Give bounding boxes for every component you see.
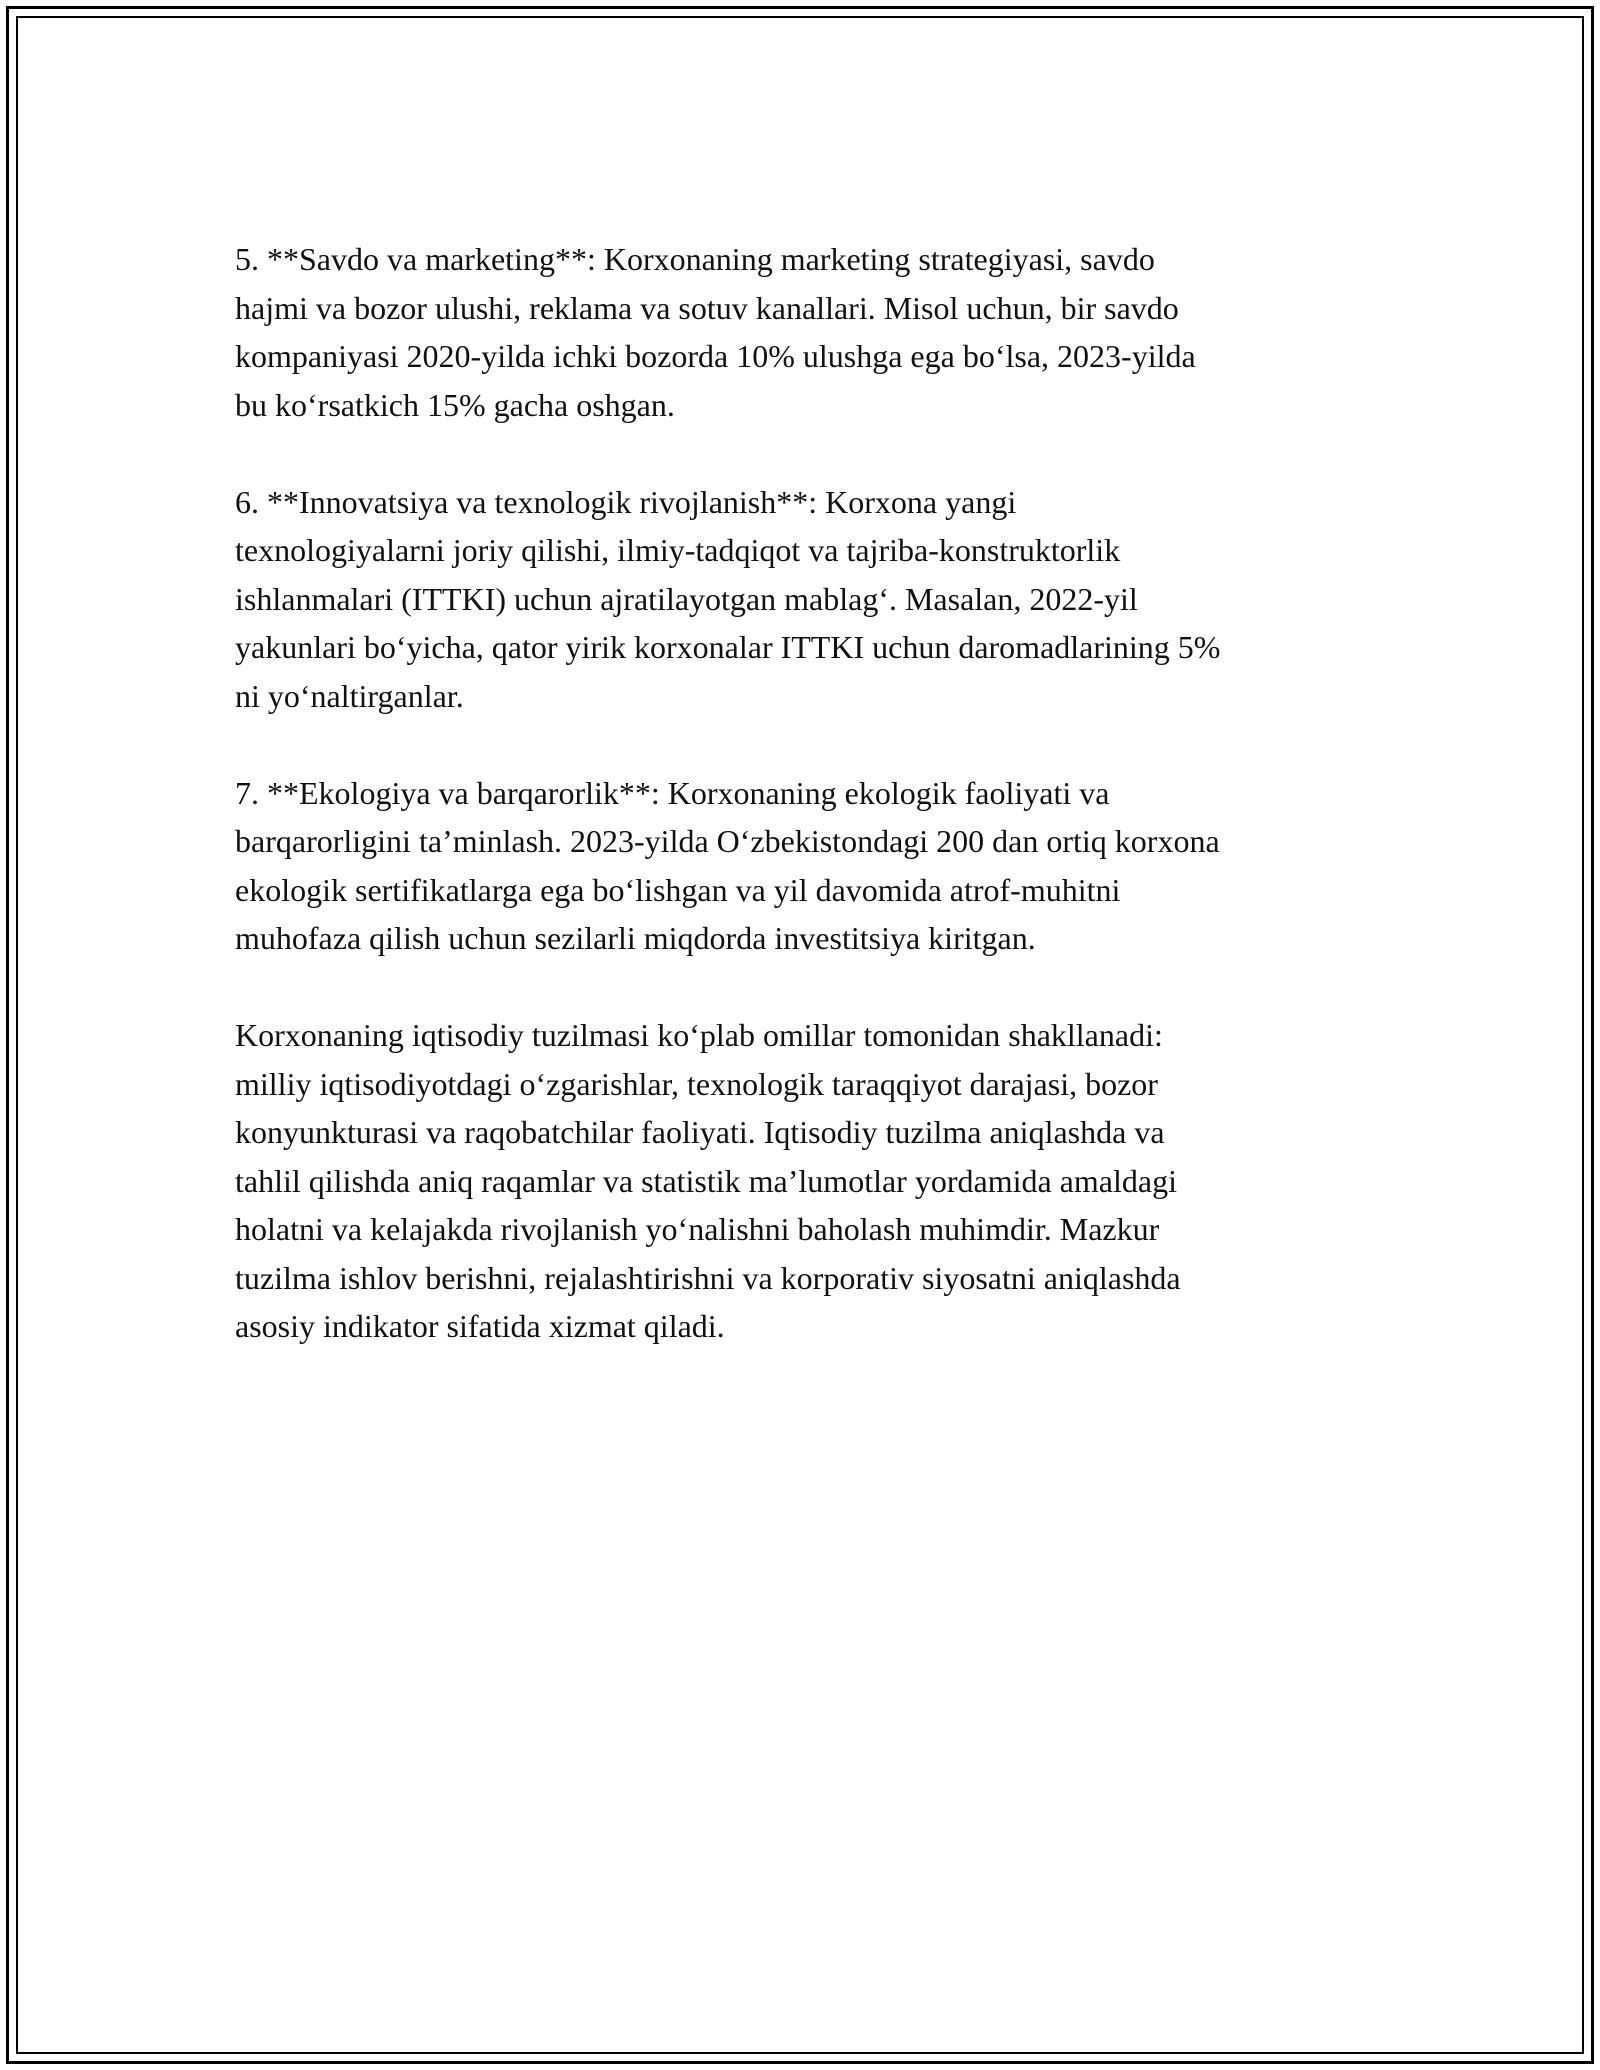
text-line: 6. **Innovatsiya va texnologik rivojlanish**: Korxona yangi (235, 483, 1017, 520)
text-line: tuzilma ishlov berishni, rejalashtirishni va korporativ siyosatni aniqlashda (235, 1259, 1181, 1296)
text-line: barqarorligini ta’minlash. 2023-yilda O‘zbekistondagi 200 dan ortiq korxona (235, 823, 1220, 859)
text-line: asosiy indikator sifatida xizmat qiladi. (235, 1308, 725, 1344)
text-line: ishlanmalari (ITTKI) uchun ajratilayotgan mablag‘. Masalan, 2022-yil (235, 580, 1138, 617)
paragraph-innovatsiya (235, 478, 1375, 721)
text-line: holatni va kelajakda rivojlanish yo‘nalishni baholash muhimdir. Mazkur (235, 1211, 1160, 1247)
text-line: 7. **Ekologiya va barqarorlik**: Korxonaning ekologik faoliyati va (235, 774, 1110, 811)
text-line: hajmi va bozor ulushi, reklama va sotuv kanallari. Misol uchun, bir savdo (235, 289, 1179, 326)
text-line: konyunkturasi va raqobatchilar faoliyati. Iqtisodiy tuzilma aniqlashda va (235, 1114, 1165, 1150)
text-line: milliy iqtisodiyotdagi o‘zgarishlar, texnologik taraqqiyot darajasi, bozor (235, 1065, 1158, 1102)
document-body (235, 235, 1375, 1399)
paragraph-savdo-marketing (235, 235, 1375, 429)
text-line: ni yo‘naltirganlar. (235, 677, 464, 714)
paragraph-ekologiya (235, 769, 1375, 963)
text-line: bu ko‘rsatkich 15% gacha oshgan. (235, 386, 675, 423)
text-line: tahlil qilishda aniq raqamlar va statistik ma’lumotlar yordamida amaldagi (235, 1162, 1177, 1199)
text-line: 5. **Savdo va marketing**: Korxonaning marketing strategiyasi, savdo (235, 241, 1155, 277)
paragraph-conclusion (235, 1011, 1375, 1351)
text-line: muhofaza qilish uchun sezilarli miqdorda investitsiya kiritgan. (235, 920, 1036, 956)
text-line: texnologiyalarni joriy qilishi, ilmiy-tadqiqot va tajriba-konstruktorlik (235, 532, 1121, 568)
text-line: ekologik sertifikatlarga ega bo‘lishgan va yil davomida atrof-muhitni (235, 871, 1121, 908)
text-line: kompaniyasi 2020-yilda ichki bozorda 10% ulushga ega bo‘lsa, 2023-yilda (235, 338, 1196, 374)
text-line: Korxonaning iqtisodiy tuzilmasi ko‘plab omillar tomonidan shakllanadi: (235, 1017, 1163, 1053)
text-line: yakunlari bo‘yicha, qator yirik korxonalar ITTKI uchun daromadlarining 5% (235, 629, 1221, 665)
